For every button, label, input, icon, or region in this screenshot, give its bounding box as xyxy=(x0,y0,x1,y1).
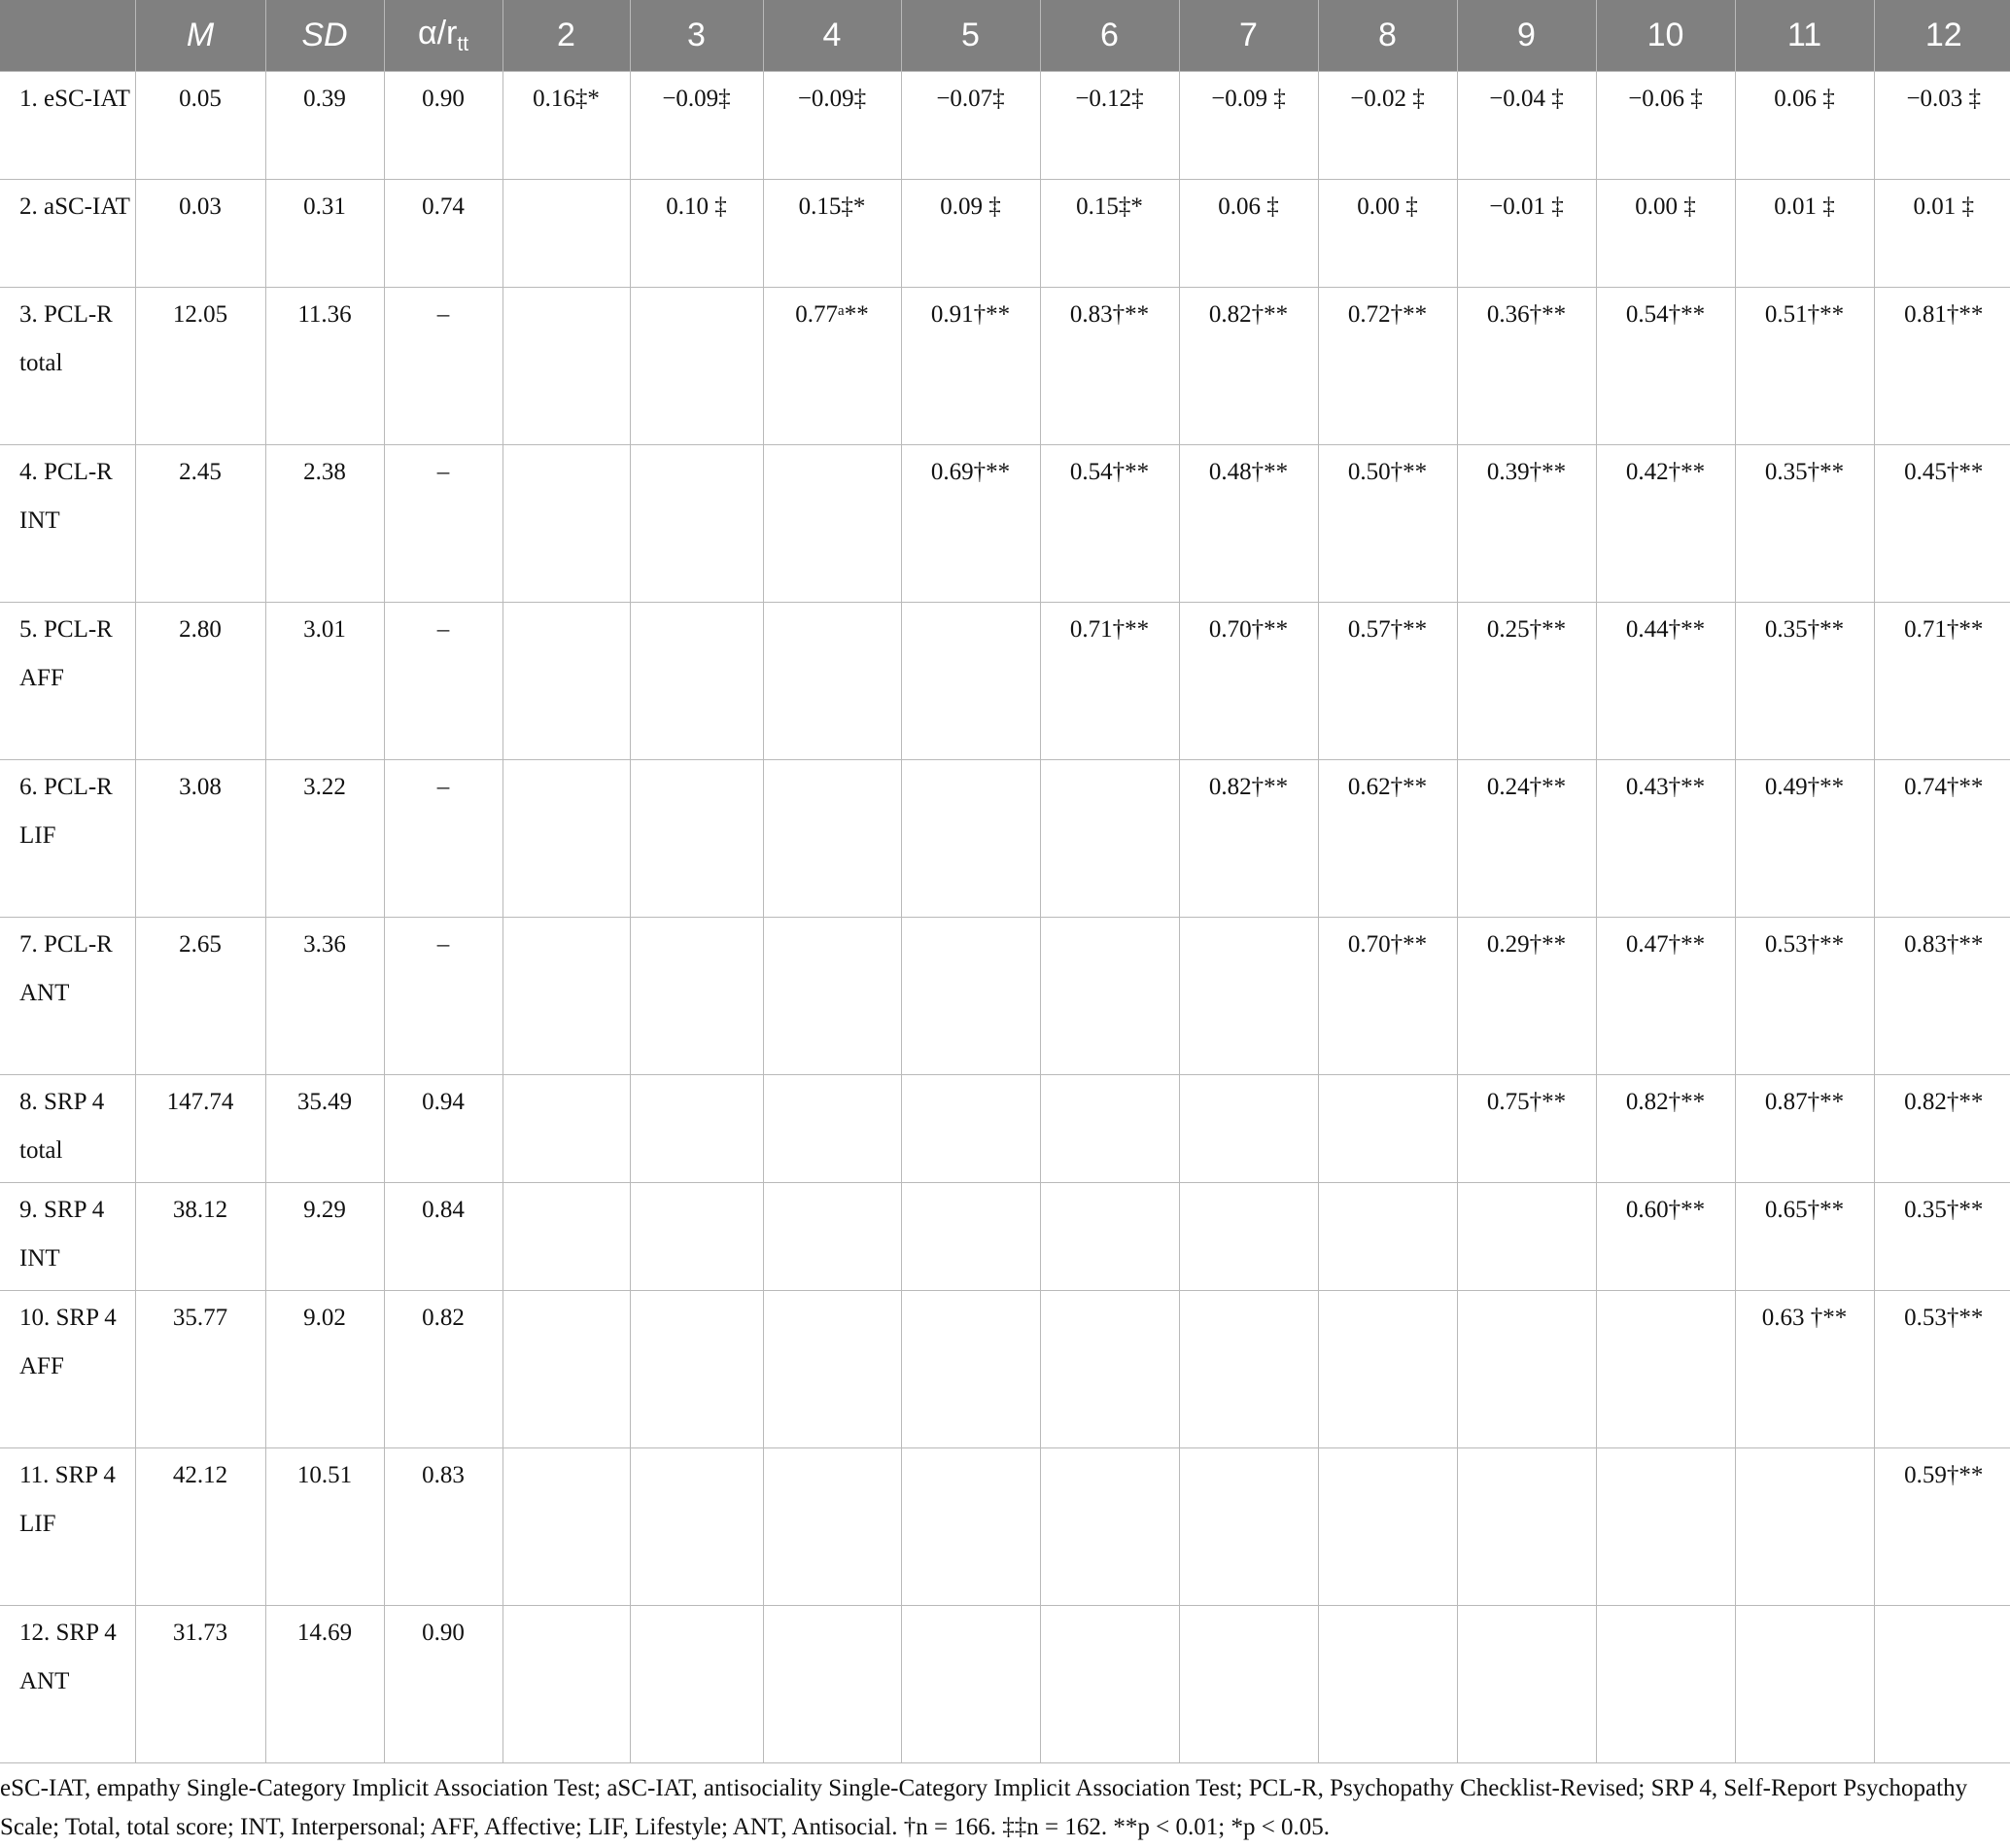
table-cell: −0.07‡ xyxy=(901,71,1040,179)
table-row xyxy=(0,1074,2010,1182)
table-cell xyxy=(1874,1605,2010,1762)
table-cell: 3.08 xyxy=(135,759,265,917)
table-cell: 0.15‡* xyxy=(1040,179,1179,287)
table-cell xyxy=(502,1290,630,1447)
row-label: 11. SRP 4 LIF xyxy=(0,1447,135,1605)
table-cell: 0.74 xyxy=(384,179,502,287)
table-cell xyxy=(1457,1182,1596,1290)
table-cell xyxy=(901,1605,1040,1762)
row-label: 12. SRP 4 ANT xyxy=(0,1605,135,1762)
table-cell: 11.36 xyxy=(265,287,384,444)
row-label: 3. PCL-R total xyxy=(0,287,135,444)
table-cell xyxy=(502,602,630,759)
table-row xyxy=(0,759,2010,917)
table-row xyxy=(0,444,2010,602)
table-cell xyxy=(1318,1605,1457,1762)
table-cell: 0.35†** xyxy=(1874,1182,2010,1290)
table-cell: −0.09‡ xyxy=(630,71,763,179)
table-cell: – xyxy=(384,602,502,759)
table-cell: 0.15‡* xyxy=(763,179,901,287)
table-cell: 0.84 xyxy=(384,1182,502,1290)
table-cell xyxy=(630,759,763,917)
table-cell xyxy=(1318,1182,1457,1290)
table-cell: 0.77ᵃ** xyxy=(763,287,901,444)
table-cell: 0.82 xyxy=(384,1290,502,1447)
table-cell xyxy=(1179,917,1318,1074)
table-cell xyxy=(502,179,630,287)
header-cell-col-10: 10 xyxy=(1596,0,1735,71)
table-cell xyxy=(1040,1074,1179,1182)
table-cell xyxy=(502,287,630,444)
table-cell: 0.35†** xyxy=(1735,602,1874,759)
table-cell xyxy=(1735,1605,1874,1762)
table-cell: – xyxy=(384,287,502,444)
row-label: 4. PCL-R INT xyxy=(0,444,135,602)
table-cell xyxy=(1596,1447,1735,1605)
table-cell xyxy=(1179,1182,1318,1290)
table-cell: 0.35†** xyxy=(1735,444,1874,602)
table-cell: 9.29 xyxy=(265,1182,384,1290)
table-cell: 0.53†** xyxy=(1874,1290,2010,1447)
row-label: 6. PCL-R LIF xyxy=(0,759,135,917)
table-cell xyxy=(1040,1447,1179,1605)
table-cell: 0.42†** xyxy=(1596,444,1735,602)
table-cell xyxy=(630,1074,763,1182)
table-cell: 0.82†** xyxy=(1179,759,1318,917)
table-cell: 0.05 xyxy=(135,71,265,179)
table-cell xyxy=(763,602,901,759)
table-cell: 0.70†** xyxy=(1179,602,1318,759)
table-cell: −0.09 ‡ xyxy=(1179,71,1318,179)
table-cell: 2.80 xyxy=(135,602,265,759)
table-cell xyxy=(763,1447,901,1605)
table-cell: −0.03 ‡ xyxy=(1874,71,2010,179)
table-cell: 0.81†** xyxy=(1874,287,2010,444)
table-cell: 0.06 ‡ xyxy=(1735,71,1874,179)
table-cell xyxy=(502,1074,630,1182)
table-cell xyxy=(901,759,1040,917)
table-cell: – xyxy=(384,917,502,1074)
row-label: 10. SRP 4 AFF xyxy=(0,1290,135,1447)
table-cell xyxy=(1457,1290,1596,1447)
table-cell xyxy=(1318,1074,1457,1182)
table-body xyxy=(0,71,2010,1762)
table-row xyxy=(0,602,2010,759)
header-cell-alpha xyxy=(384,0,502,71)
header-cell-col-11: 11 xyxy=(1735,0,1874,71)
table-cell: 0.54†** xyxy=(1596,287,1735,444)
table-cell: 2.65 xyxy=(135,917,265,1074)
table-row xyxy=(0,1605,2010,1762)
table-cell: 9.02 xyxy=(265,1290,384,1447)
table-cell: 0.48†** xyxy=(1179,444,1318,602)
table-cell: 3.01 xyxy=(265,602,384,759)
table-cell: 0.69†** xyxy=(901,444,1040,602)
table-cell: −0.04 ‡ xyxy=(1457,71,1596,179)
table-row xyxy=(0,1182,2010,1290)
header-cell-col-8: 8 xyxy=(1318,0,1457,71)
table-cell xyxy=(1179,1447,1318,1605)
table-cell xyxy=(763,1290,901,1447)
table-cell: 0.45†** xyxy=(1874,444,2010,602)
header-cell-col-3: 3 xyxy=(630,0,763,71)
table-cell xyxy=(1596,1290,1735,1447)
header-cell-mean: M xyxy=(135,0,265,71)
table-cell: 0.63 †** xyxy=(1735,1290,1874,1447)
table-cell: 0.31 xyxy=(265,179,384,287)
table-cell: 0.47†** xyxy=(1596,917,1735,1074)
table-cell: 0.49†** xyxy=(1735,759,1874,917)
table-cell: – xyxy=(384,444,502,602)
table-cell: 0.83†** xyxy=(1874,917,2010,1074)
table-cell xyxy=(901,1447,1040,1605)
table-cell: 0.50†** xyxy=(1318,444,1457,602)
table-cell xyxy=(1457,1605,1596,1762)
table-cell: – xyxy=(384,759,502,917)
table-cell: 0.01 ‡ xyxy=(1874,179,2010,287)
table-cell: 3.36 xyxy=(265,917,384,1074)
table-cell xyxy=(763,917,901,1074)
table-cell xyxy=(901,1290,1040,1447)
table-cell: 0.53†** xyxy=(1735,917,1874,1074)
header-cell-col-6: 6 xyxy=(1040,0,1179,71)
table-cell: −0.09‡ xyxy=(763,71,901,179)
table-cell: 0.71†** xyxy=(1040,602,1179,759)
table-row xyxy=(0,1290,2010,1447)
header-cell-col-9: 9 xyxy=(1457,0,1596,71)
table-cell xyxy=(1457,1447,1596,1605)
header-cell-col-2: 2 xyxy=(502,0,630,71)
table-row xyxy=(0,917,2010,1074)
table-cell: 0.51†** xyxy=(1735,287,1874,444)
table-row xyxy=(0,1447,2010,1605)
table-cell: −0.02 ‡ xyxy=(1318,71,1457,179)
table-cell: 0.39 xyxy=(265,71,384,179)
header-cell-col-12: 12 xyxy=(1874,0,2010,71)
table-cell: 0.00 ‡ xyxy=(1596,179,1735,287)
table-cell: 2.45 xyxy=(135,444,265,602)
table-cell: 35.77 xyxy=(135,1290,265,1447)
table-cell: 0.03 xyxy=(135,179,265,287)
table-cell: 0.94 xyxy=(384,1074,502,1182)
table-cell: 38.12 xyxy=(135,1182,265,1290)
table-cell xyxy=(901,917,1040,1074)
table-cell: 35.49 xyxy=(265,1074,384,1182)
table-cell xyxy=(1040,1290,1179,1447)
table-cell: 0.70†** xyxy=(1318,917,1457,1074)
table-cell: 0.06 ‡ xyxy=(1179,179,1318,287)
table-row xyxy=(0,287,2010,444)
table-cell: 0.72†** xyxy=(1318,287,1457,444)
table-cell: 0.09 ‡ xyxy=(901,179,1040,287)
table-cell xyxy=(763,759,901,917)
table-cell xyxy=(630,444,763,602)
row-label: 7. PCL-R ANT xyxy=(0,917,135,1074)
table-footnote: eSC-IAT, empathy Single-Category Implicit Association Test; aSC-IAT, antisociality Single-Category Implicit Association Test; PCL-R, Psychopathy Checklist-Revised; SRP 4, Self-Report Psychopathy Scale; Total, total score; INT, Interpersonal; AFF, Affective; LIF, Lifestyle; ANT, Antisocial. †n = 166. ‡‡n = 162. **p < 0.01; *p < 0.05. xyxy=(0,1775,1968,1840)
row-label: 2. aSC-IAT xyxy=(0,179,135,287)
table-cell xyxy=(630,1605,763,1762)
table-cell xyxy=(901,1074,1040,1182)
table-cell xyxy=(763,444,901,602)
table-cell: 0.90 xyxy=(384,71,502,179)
table-cell xyxy=(1040,759,1179,917)
table-cell: 147.74 xyxy=(135,1074,265,1182)
table-row xyxy=(0,179,2010,287)
table-cell: 0.83†** xyxy=(1040,287,1179,444)
table-cell: 0.82†** xyxy=(1179,287,1318,444)
table-cell: 0.90 xyxy=(384,1605,502,1762)
header-cell-col-5: 5 xyxy=(901,0,1040,71)
table-cell: 0.57†** xyxy=(1318,602,1457,759)
table-cell: 0.00 ‡ xyxy=(1318,179,1457,287)
table-cell: 0.91†** xyxy=(901,287,1040,444)
header-row xyxy=(0,0,2010,71)
table-cell xyxy=(630,602,763,759)
table-cell: 12.05 xyxy=(135,287,265,444)
table-cell: 0.87†** xyxy=(1735,1074,1874,1182)
table-cell: 2.38 xyxy=(265,444,384,602)
table-cell: 3.22 xyxy=(265,759,384,917)
table-cell xyxy=(1179,1290,1318,1447)
table-cell xyxy=(502,444,630,602)
table-cell xyxy=(1596,1605,1735,1762)
table-header xyxy=(0,0,2010,71)
table-cell: 14.69 xyxy=(265,1605,384,1762)
table-cell: 0.44†** xyxy=(1596,602,1735,759)
table-cell xyxy=(1040,1605,1179,1762)
table-cell xyxy=(901,602,1040,759)
table-cell: 0.39†** xyxy=(1457,444,1596,602)
table-cell: 0.36†** xyxy=(1457,287,1596,444)
table-cell xyxy=(763,1074,901,1182)
table-cell: 0.29†** xyxy=(1457,917,1596,1074)
table-cell: 31.73 xyxy=(135,1605,265,1762)
table-cell: 0.75†** xyxy=(1457,1074,1596,1182)
table-cell xyxy=(502,1447,630,1605)
table-cell: 0.82†** xyxy=(1596,1074,1735,1182)
table-cell xyxy=(1179,1605,1318,1762)
table-cell xyxy=(502,1182,630,1290)
header-cell-col-7: 7 xyxy=(1179,0,1318,71)
header-cell-label xyxy=(0,0,135,71)
table-cell xyxy=(502,917,630,1074)
table-cell: 0.60†** xyxy=(1596,1182,1735,1290)
table-cell: −0.01 ‡ xyxy=(1457,179,1596,287)
table-cell xyxy=(1735,1447,1874,1605)
table-cell xyxy=(763,1605,901,1762)
table-cell: 0.59†** xyxy=(1874,1447,2010,1605)
table-cell: 0.82†** xyxy=(1874,1074,2010,1182)
table-cell: 42.12 xyxy=(135,1447,265,1605)
table-cell xyxy=(1318,1290,1457,1447)
table-cell: 0.24†** xyxy=(1457,759,1596,917)
table-cell: 0.10 ‡ xyxy=(630,179,763,287)
header-cell-sd: SD xyxy=(265,0,384,71)
table-cell: 0.62†** xyxy=(1318,759,1457,917)
row-label: 8. SRP 4 total xyxy=(0,1074,135,1182)
row-label: 1. eSC-IAT xyxy=(0,71,135,179)
table-cell xyxy=(763,1182,901,1290)
table-cell: 0.71†** xyxy=(1874,602,2010,759)
table-cell xyxy=(630,917,763,1074)
table-cell xyxy=(901,1182,1040,1290)
table-cell: 0.74†** xyxy=(1874,759,2010,917)
table-cell xyxy=(630,1290,763,1447)
row-label: 9. SRP 4 INT xyxy=(0,1182,135,1290)
table-cell xyxy=(1040,917,1179,1074)
table-cell: 10.51 xyxy=(265,1447,384,1605)
table-cell xyxy=(1179,1074,1318,1182)
table-cell: 0.16‡* xyxy=(502,71,630,179)
table-cell: −0.12‡ xyxy=(1040,71,1179,179)
table-cell xyxy=(1318,1447,1457,1605)
table-cell xyxy=(502,1605,630,1762)
row-label: 5. PCL-R AFF xyxy=(0,602,135,759)
table-cell xyxy=(630,1447,763,1605)
table-cell: −0.06 ‡ xyxy=(1596,71,1735,179)
table-row xyxy=(0,71,2010,179)
table-cell: 0.25†** xyxy=(1457,602,1596,759)
table-cell: 0.43†** xyxy=(1596,759,1735,917)
table-cell xyxy=(502,759,630,917)
header-alpha-subscript: tt xyxy=(457,32,469,55)
table-cell xyxy=(1040,1182,1179,1290)
table-cell: 0.83 xyxy=(384,1447,502,1605)
table-cell: 0.54†** xyxy=(1040,444,1179,602)
table-cell xyxy=(630,287,763,444)
table-cell xyxy=(630,1182,763,1290)
table-cell: 0.01 ‡ xyxy=(1735,179,1874,287)
table-cell: 0.65†** xyxy=(1735,1182,1874,1290)
header-alpha-text: α/r xyxy=(417,14,458,52)
header-cell-col-4: 4 xyxy=(763,0,901,71)
